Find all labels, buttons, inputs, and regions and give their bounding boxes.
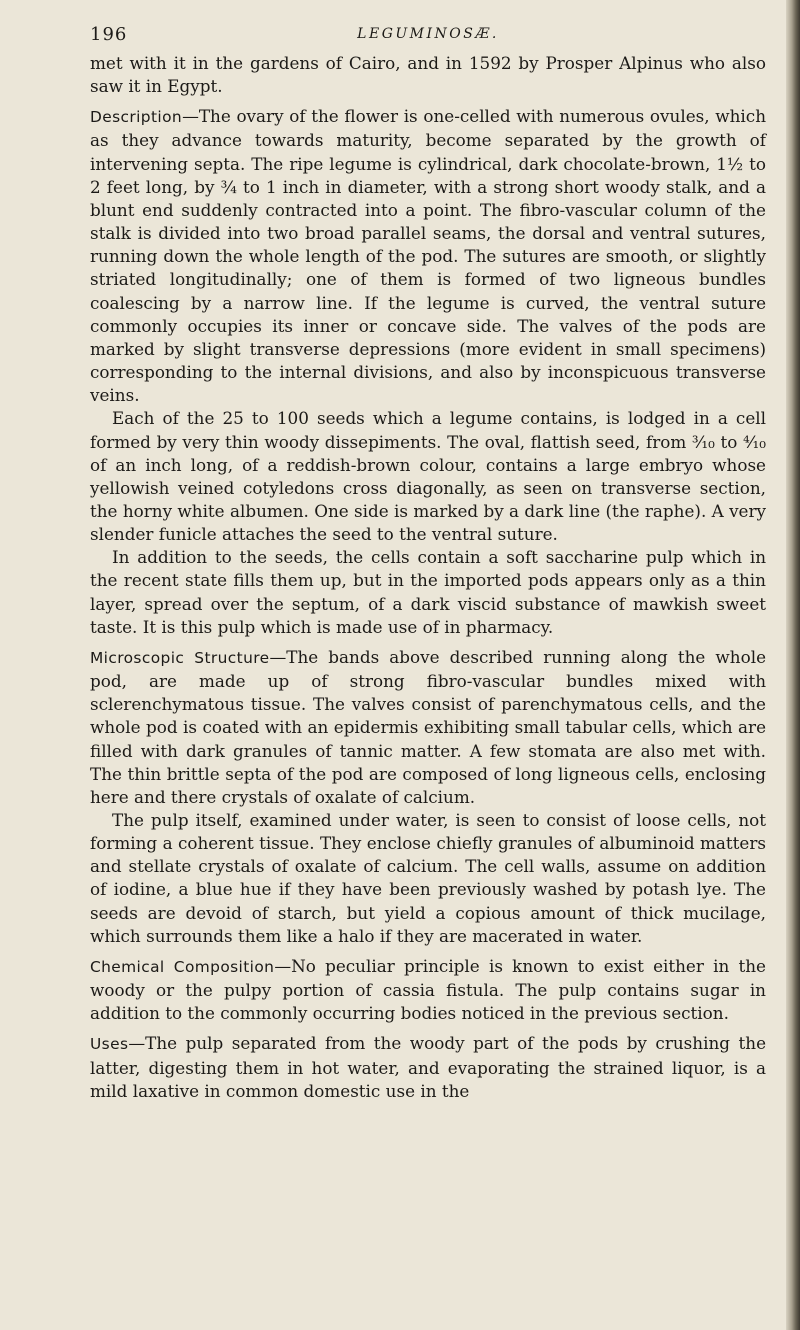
paragraph-description <box>90 105 766 407</box>
paragraph-text: —The bands above described running along the whole pod, are made up of strong fibro-vascular bundles mixed with sclerenchymatous tissue. The valves consist of parenchymatous cells, and the whole pod is coated with an epidermis exhibiting small tabular cells, which are filled with dark granules of tannic matter. A few stomata are also met with. The thin brittle septa of the pod are composed of long ligneous cells, enclosing here and there crystals of oxalate of calcium. <box>90 646 766 807</box>
paragraph-text: —No peculiar principle is known to exist either in the woody or the pulpy portion of cassia fistula. The pulp contains sugar in addition to the commonly occurring bodies noticed in the previous section. <box>90 955 766 1024</box>
paragraph-continuation <box>90 52 766 98</box>
paragraph-text: —The ovary of the flower is one-celled with numerous ovules, which as they advance towards maturity, become separated by the growth of intervening septa. The ripe legume is cylindrical, dark chocolate-brown, 1½ to 2 feet long, by ¾ to 1 inch in diameter, with a strong short woody stalk, and a blunt end suddenly contracted into a point. The fibro-vascular column of the stalk is divided into two broad parallel seams, the dorsal and ventral sutures, running down the whole length of the pod. The sutures are smooth, or slightly striated longitudinally; one of them is formed of two ligneous bundles coalescing by a narrow line. If the legume is curved, the ventral suture commonly occupies its inner or concave side. The valves of the pods are marked by slight transverse depressions (more evident in small specimens) corresponding to the internal divisions, and also by inconspicuous transverse veins. <box>90 106 766 406</box>
running-head: LEGUMINOSÆ. <box>357 26 499 42</box>
paragraph-microscopic-structure <box>90 646 766 809</box>
paragraph-text: met with it in the gardens of Cairo, and in 1592 by Prosper Alpinus who also saw it in Egypt. <box>90 53 766 97</box>
paragraph-text: —The pulp separated from the woody part of the pods by crushing the latter, digesting them in hot water, and evaporating the strained liquor, is a mild laxative in common domestic use in the <box>90 1033 766 1101</box>
page-header <box>90 24 766 50</box>
paragraph-text: In addition to the seeds, the cells contain a soft saccharine pulp which in the recent state fills them up, but in the imported pods appears only as a thin layer, spread over the septum, of a dark viscid substance of mawkish sweet taste. It is this pulp which is made use of in pharmacy. <box>90 547 766 637</box>
section-heading-chemical-composition: Chemical Composition <box>90 957 275 976</box>
paragraph-text: Each of the 25 to 100 seeds which a legume contains, is lodged in a cell formed by very thin woody dissepiments. The oval, flattish seed, from ³⁄₁₀ to ⁴⁄₁₀ of an inch long, of a reddish-brown colour, contains a large embryo whose yellowish veined cotyledons cross diagonally, as seen on transverse section, the horny white albumen. One side is marked by a dark line (the raphe). A very slender funicle attaches the seed to the ventral suture. <box>90 408 766 545</box>
paragraph-pulp <box>90 546 766 639</box>
paragraph-chemical-composition <box>90 955 766 1025</box>
section-heading-uses: Uses <box>90 1035 129 1054</box>
page-number: 196 <box>90 24 128 45</box>
paragraph-uses <box>90 1032 766 1102</box>
paragraph-seeds <box>90 407 766 546</box>
paragraph-text: The pulp itself, examined under water, is seen to consist of loose cells, not forming a coherent tissue. They enclose chiefly granules of albuminoid matters and stellate crystals of oxalate of calcium. The cell walls, assume on addition of iodine, a blue hue if they have been previously washed by potash lye. The seeds are devoid of starch, but yield a copious amount of thick mucilage, which surrounds them like a halo if they are macerated in water. <box>90 810 766 946</box>
page-body <box>90 52 766 1103</box>
section-heading-microscopic-structure: Microscopic Structure <box>90 648 270 667</box>
page-edge-shadow <box>786 0 800 1330</box>
section-heading-description: Description <box>90 108 183 127</box>
paragraph-pulp-structure <box>90 809 766 948</box>
